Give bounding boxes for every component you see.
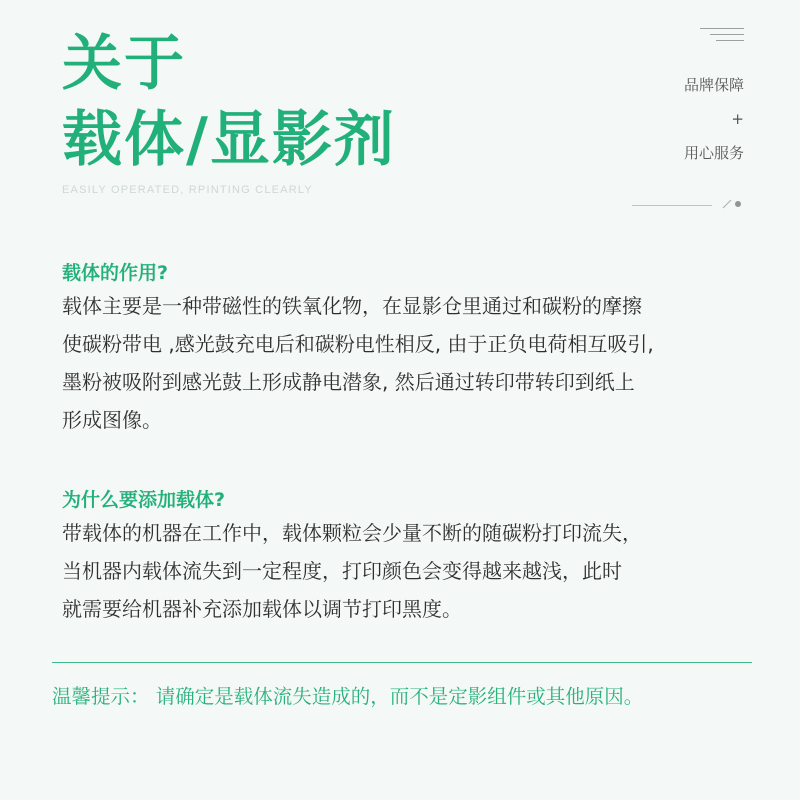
section-heading: 为什么要添加载体?: [62, 489, 226, 511]
page-title: [62, 26, 396, 178]
warm-tip: 温馨提示： 请确定是载体流失造成的，而不是定影组件或其他原因。: [52, 685, 644, 708]
brand-line-2: 用心服务: [683, 144, 744, 162]
section-carrier-function: [62, 259, 752, 439]
section-body: [62, 287, 752, 439]
divider: [52, 662, 752, 663]
brand-plus: +: [731, 110, 744, 128]
body-line: 形成图像。: [62, 408, 162, 432]
body-line: 载体主要是一种带磁性的铁氧化物，在显影仓里通过和碳粉的摩擦: [62, 294, 642, 318]
decorative-lines-icon: [700, 28, 744, 44]
body-line: 使碳粉带电 ,感光鼓充电后和碳粉电性相反, 由于正负电荷相互吸引,: [62, 332, 654, 356]
decorative-divider: [632, 205, 712, 206]
brand-promise: [604, 68, 744, 170]
body-line: 墨粉被吸附到感光鼓上形成静电潜象, 然后通过转印带转印到纸上: [62, 370, 635, 394]
title-line-2: 载体/显影剂: [62, 105, 396, 175]
body-line: 当机器内载体流失到一定程度，打印颜色会变得越来越浅，此时: [62, 559, 622, 583]
brand-line-1: 品牌保障: [683, 76, 744, 94]
dot-icon: [735, 201, 741, 207]
body-line: 就需要给机器补充添加载体以调节打印黑度。: [62, 597, 462, 621]
body-line: 带载体的机器在工作中，载体颗粒会少量不断的随碳粉打印流失，: [62, 521, 642, 545]
slash-icon: [722, 199, 732, 209]
section-why-add-carrier: [62, 486, 752, 628]
title-line-1: 关于: [62, 29, 186, 99]
english-subtitle: EASILY OPERATED, RPINTING CLEARLY: [62, 184, 313, 196]
section-heading: 载体的作用?: [62, 262, 169, 284]
section-body: [62, 514, 752, 628]
